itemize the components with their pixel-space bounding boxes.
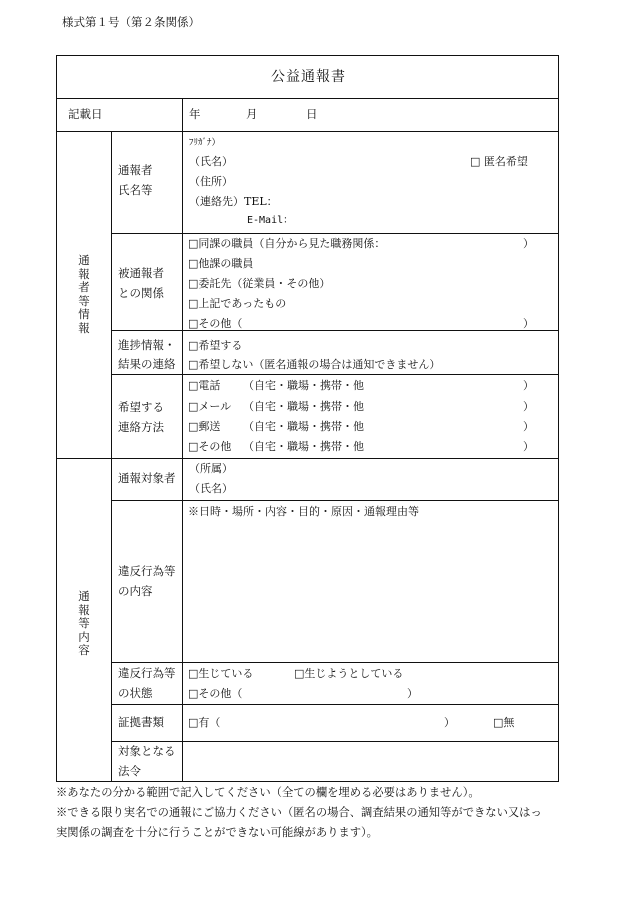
contact-close-paren-email: ） — [523, 400, 534, 413]
evidence-label: 証拠書類 — [118, 715, 164, 729]
date-month: 月 — [246, 107, 258, 121]
contact-detail-email: （自宅・職場・携帯・他 — [243, 400, 364, 413]
violation-label-1: 違反行為等 — [118, 564, 176, 578]
state-close-paren: ） — [407, 687, 418, 700]
divider-state — [112, 704, 558, 705]
reporter-address: （住所） — [189, 175, 233, 188]
reporter-contact: （連絡先）TEL： — [189, 195, 278, 208]
progress-label-2: 結果の連絡 — [118, 357, 176, 371]
contact-option-email[interactable]: □メール — [188, 400, 232, 413]
relation-option-other[interactable]: □その他（ — [188, 317, 243, 330]
law-label-1: 対象となる — [118, 744, 176, 758]
progress-option-no[interactable]: □希望しない（匿名通報の場合は通知できません） — [188, 358, 441, 371]
progress-option-want[interactable]: □希望する — [188, 339, 243, 352]
reporter-label-2: 氏名等 — [118, 183, 153, 197]
report-form — [56, 55, 559, 782]
divider-date — [57, 131, 558, 132]
relation-option-other-section[interactable]: □他課の職員 — [188, 257, 254, 270]
relation-close-paren-2: ） — [523, 317, 534, 330]
relation-close-paren-1: ） — [523, 237, 534, 250]
law-label-2: 法令 — [118, 764, 141, 778]
divider-violation — [112, 662, 558, 663]
divider-section — [57, 458, 558, 459]
note-2: ※できる限り実名での通報にご協力ください（匿名の場合、調査結果の通知等ができない又はっ — [56, 806, 542, 819]
contact-close-paren-phone: ） — [523, 379, 534, 392]
divider-relation — [112, 330, 558, 331]
contact-option-mail[interactable]: □郵送 — [188, 420, 221, 433]
date-year: 年 — [189, 107, 201, 121]
divider-col-section — [111, 131, 112, 781]
contact-close-paren-other: ） — [523, 440, 534, 453]
evidence-option-no[interactable]: □無 — [493, 716, 515, 729]
divider-target — [112, 500, 558, 501]
contact-detail-other: （自宅・職場・携帯・他 — [243, 440, 364, 453]
state-option-about-to[interactable]: □生じようとしている — [294, 667, 404, 680]
state-option-occurring[interactable]: □生じている — [188, 667, 254, 680]
form-title: 公益通報書 — [271, 69, 346, 85]
form-number: 様式第１号（第２条関係） — [62, 15, 200, 29]
evidence-option-yes[interactable]: □有（ — [188, 716, 221, 729]
contact-detail-mail: （自宅・職場・携帯・他 — [243, 420, 364, 433]
divider-evidence — [112, 741, 558, 742]
relation-option-former[interactable]: □上記であったもの — [188, 297, 287, 310]
note-1: ※あなたの分かる範囲で記入してください（全ての欄を埋める必要はありません）。 — [56, 786, 480, 799]
section-reporter-info: 通報者等情報 — [78, 253, 90, 335]
reporter-label-1: 通報者 — [118, 163, 153, 177]
target-label: 通報対象者 — [118, 471, 176, 485]
reporter-furigana: ﾌﾘｶﾞﾅ） — [189, 138, 221, 148]
section-report-content: 通報等内容 — [78, 589, 90, 657]
note-3: 実関係の調査を十分に行うことができない可能線があります）。 — [56, 826, 378, 839]
violation-label-2: の内容 — [118, 584, 153, 598]
evidence-close-paren: ） — [444, 716, 455, 729]
divider-progress — [112, 374, 558, 375]
reporter-name: （氏名） — [189, 155, 233, 168]
progress-label-1: 進捗情報・ — [118, 338, 176, 352]
date-label: 記載日 — [68, 107, 103, 121]
relation-option-contractor[interactable]: □委託先（従業員・その他） — [188, 277, 331, 290]
date-day: 日 — [306, 107, 318, 121]
relation-label-2: との関係 — [118, 286, 164, 300]
target-name: （氏名） — [189, 482, 233, 495]
relation-label-1: 被通報者 — [118, 266, 164, 280]
contact-close-paren-mail: ） — [523, 420, 534, 433]
contact-method-label-1: 希望する — [118, 400, 164, 414]
contact-option-other[interactable]: □その他 — [188, 440, 232, 453]
violation-hint: ※日時・場所・内容・目的・原因・通報理由等 — [188, 505, 419, 518]
target-affiliation: （所属） — [189, 462, 233, 475]
state-label-1: 違反行為等 — [118, 666, 176, 680]
divider-reporter — [112, 233, 558, 234]
contact-option-phone[interactable]: □電話 — [188, 379, 221, 392]
contact-detail-phone: （自宅・職場・携帯・他 — [243, 379, 364, 392]
state-option-other[interactable]: □その他（ — [188, 687, 243, 700]
contact-method-label-2: 連絡方法 — [118, 420, 164, 434]
relation-option-same-section[interactable]: □同課の職員（自分から見た職務関係： — [188, 237, 386, 250]
anonymous-checkbox[interactable]: □ 匿名希望 — [470, 155, 528, 168]
divider-title — [57, 98, 558, 99]
state-label-2: の状態 — [118, 686, 153, 700]
reporter-email: E-Mail： — [247, 215, 294, 226]
divider-col-label — [182, 98, 183, 781]
